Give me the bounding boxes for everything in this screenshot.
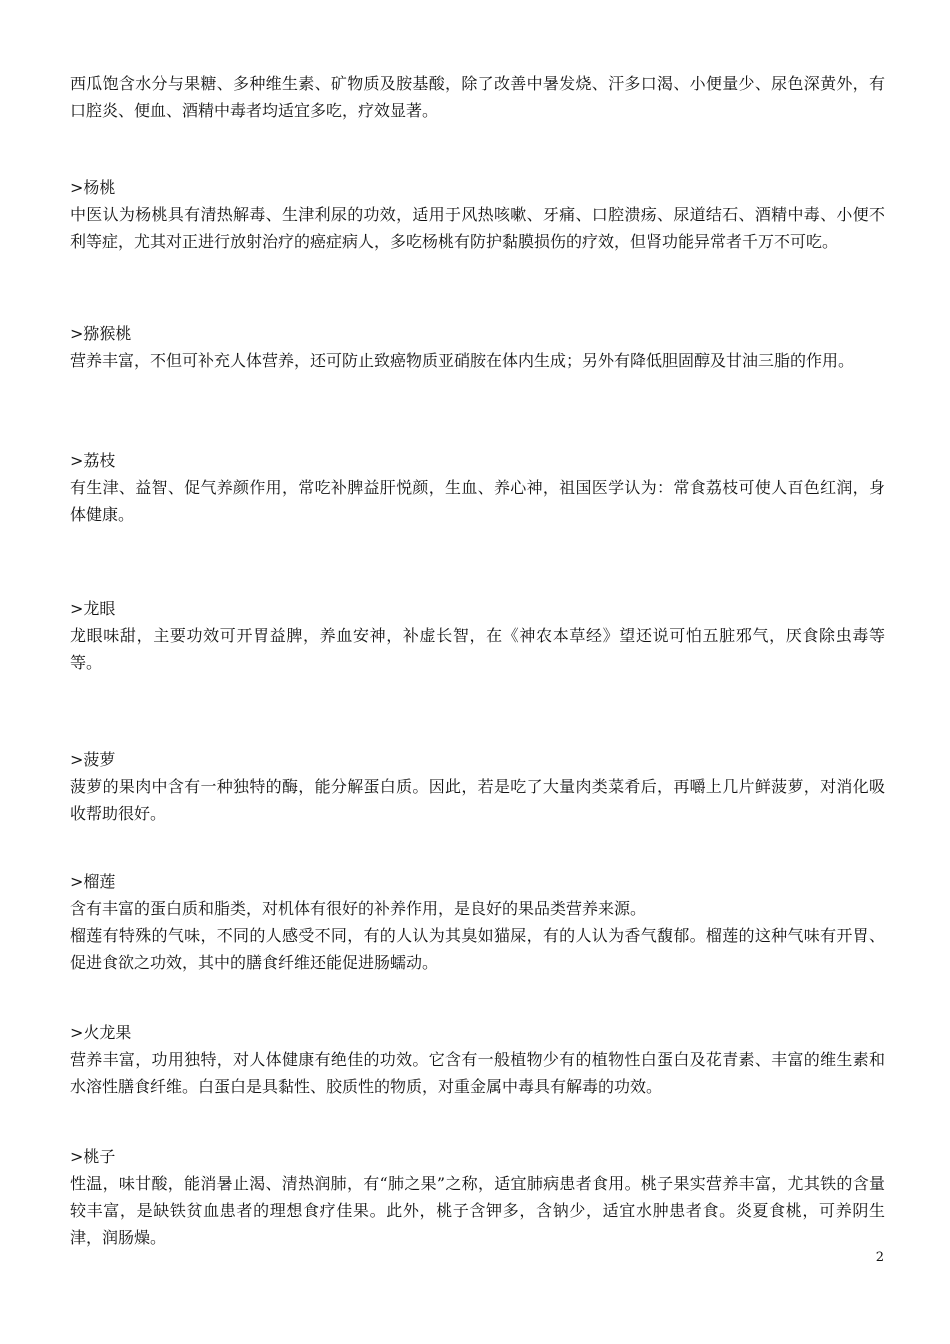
section-heading: >杨桃 — [70, 178, 116, 197]
section-paragraph: 龙眼味甜，主要功效可开胃益脾，养血安神，补虚长智，在《神农本草经》望还说可怕五脏邪气，厌食除虫毒等等。 — [70, 626, 885, 672]
section-heading: >猕猴桃 — [70, 324, 132, 343]
section-carambola — [70, 174, 885, 255]
section-paragraph: 有生津、益智、促气养颜作用，常吃补脾益肝悦颜，生血、养心神，祖国医学认为：常食荔枝可使人百色红润，身体健康。 — [70, 478, 885, 524]
section-lychee — [70, 447, 885, 528]
intro-paragraph: 西瓜饱含水分与果糖、多种维生素、矿物质及胺基酸，除了改善中暑发烧、汗多口渴、小便量少、尿色深黄外，有口腔炎、便血、酒精中毒者均适宜多吃，疗效显著。 — [70, 74, 885, 120]
section-pineapple — [70, 746, 885, 827]
page-number: 2 — [875, 1250, 884, 1265]
section-heading: >龙眼 — [70, 599, 116, 618]
section-paragraph: 营养丰富，不但可补充人体营养，还可防止致癌物质亚硝胺在体内生成；另外有降低胆固醇及甘油三脂的作用。 — [70, 351, 855, 370]
section-paragraph: 榴莲有特殊的气味，不同的人感受不同，有的人认为其臭如猫屎，有的人认为香气馥郁。榴莲的这种气味有开胃、促进食欲之功效，其中的膳食纤维还能促进肠蠕动。 — [70, 926, 885, 972]
section-paragraph: 菠萝的果肉中含有一种独特的酶，能分解蛋白质。因此，若是吃了大量肉类菜肴后，再嚼上几片鲜菠萝，对消化吸收帮助很好。 — [70, 777, 885, 823]
section-pitaya — [70, 1019, 885, 1100]
section-longan — [70, 595, 885, 676]
section-paragraph: 营养丰富，功用独特，对人体健康有绝佳的功效。它含有一般植物少有的植物性白蛋白及花青素、丰富的维生素和水溶性膳食纤维。白蛋白是具黏性、胶质性的物质，对重金属中毒具有解毒的功效。 — [70, 1050, 885, 1096]
section-heading: >荔枝 — [70, 451, 116, 470]
section-paragraph: 中医认为杨桃具有清热解毒、生津利尿的功效，适用于风热咳嗽、牙痛、口腔溃疡、尿道结石、酒精中毒、小便不利等症，尤其对正进行放射治疗的癌症病人，多吃杨桃有防护黏膜损伤的疗效，但肾功能异常者千万不可吃。 — [70, 205, 885, 251]
section-heading: >桃子 — [70, 1147, 116, 1166]
section-heading: >菠萝 — [70, 750, 116, 769]
section-heading: >榴莲 — [70, 872, 116, 891]
section-kiwi — [70, 320, 885, 374]
section-durian — [70, 868, 885, 976]
section-paragraph: 性温，味甘酸，能消暑止渴、清热润肺，有“肺之果”之称，适宜肺病患者食用。桃子果实营养丰富，尤其铁的含量较丰富，是缺铁贫血患者的理想食疗佳果。此外，桃子含钾多，含钠少，适宜水肿患者食。炎夏食桃，可养阴生津，润肠燥。 — [70, 1174, 885, 1247]
section-heading: >火龙果 — [70, 1023, 132, 1042]
intro-block — [70, 70, 885, 124]
section-peach — [70, 1143, 885, 1251]
section-paragraph: 含有丰富的蛋白质和脂类，对机体有很好的补养作用，是良好的果品类营养来源。 — [70, 899, 647, 918]
